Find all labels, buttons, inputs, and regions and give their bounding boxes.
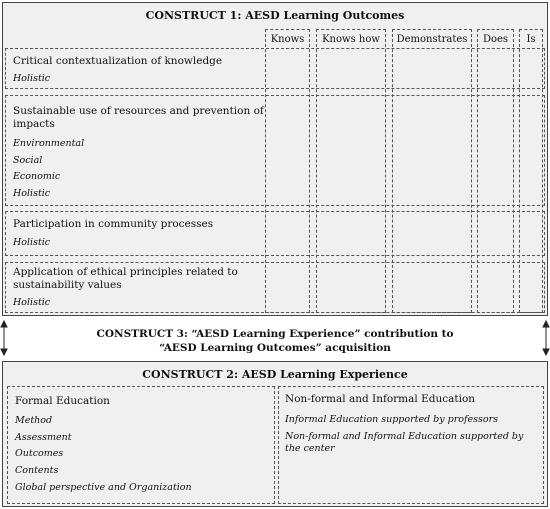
row-label-critical: Critical contextualization of knowledge	[13, 55, 223, 67]
col-header-is: Is	[526, 34, 536, 45]
construct3-line1: CONSTRUCT 3: “AESD Learning Experience” contribution to	[96, 328, 454, 340]
nonformal-item: Informal Education supported by professors	[285, 414, 499, 425]
construct1-title: CONSTRUCT 1: AESD Learning Outcomes	[145, 9, 405, 22]
construct3-line2: “AESD Learning Outcomes” acquisition	[159, 342, 391, 354]
formal-item: Global perspective and Organization	[15, 482, 192, 493]
col-header-knows-how: Knows how	[322, 34, 380, 45]
formal-heading: Formal Education	[15, 395, 110, 407]
formal-item: Outcomes	[15, 448, 64, 459]
formal-item: Method	[15, 415, 53, 426]
col-header-knows: Knows	[270, 34, 305, 45]
nonformal-item-2-line2: the center	[285, 443, 335, 454]
row-label-ethical-2: sustainability values	[13, 279, 122, 291]
construct2-title: CONSTRUCT 2: AESD Learning Experience	[142, 368, 408, 381]
row-item: Holistic	[13, 73, 51, 84]
double-arrow-left-icon	[1, 321, 7, 355]
row-item: Social	[13, 155, 43, 166]
row-label-sustainable-2: impacts	[13, 118, 55, 130]
col-header-demonstrates: Demonstrates	[396, 34, 468, 45]
row-item: Environmental	[13, 138, 85, 149]
row-item: Holistic	[13, 297, 51, 308]
row-label-participation: Participation in community processes	[13, 218, 214, 230]
row-label-ethical-1: Application of ethical principles related to	[13, 266, 238, 278]
formal-item: Contents	[15, 465, 59, 476]
nonformal-heading: Non-formal and Informal Education	[285, 393, 476, 405]
row-item: Economic	[13, 171, 61, 182]
row-item: Holistic	[13, 237, 51, 248]
double-arrow-right-icon	[543, 321, 549, 355]
col-header-does: Does	[482, 34, 509, 45]
row-label-sustainable-1: Sustainable use of resources and prevention of	[13, 105, 264, 117]
nonformal-item-2-line1: Non-formal and Informal Education supported by	[285, 431, 524, 442]
formal-item: Assessment	[15, 432, 72, 443]
row-item: Holistic	[13, 188, 51, 199]
